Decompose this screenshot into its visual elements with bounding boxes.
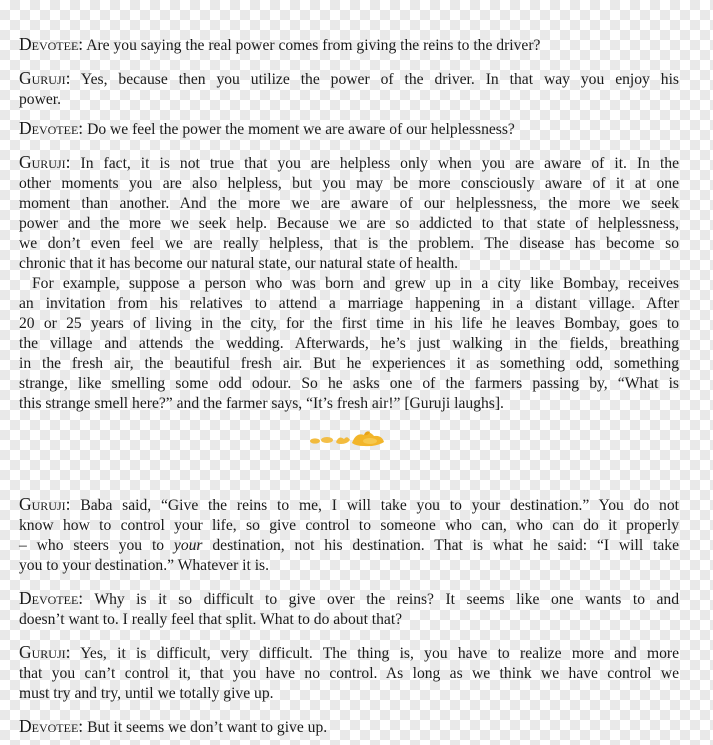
dialogue-text: other moments you are also helpless, but you may be more consciously aware of it at one [19, 175, 679, 192]
emphasis-text: your [173, 537, 203, 554]
dialogue-text: we don’t even feel we are really helpless, that is the problem. The disease has become so [19, 235, 679, 252]
dialogue-text: Yes, because then you utilize the power of the driver. In that way you enjoy his [80, 71, 679, 88]
speaker-guruji: Guruji: [19, 642, 71, 662]
dialogue-guruji-3 [19, 494, 679, 576]
dialogue-devotee-4 [19, 716, 679, 738]
dialogue-text: doesn’t want to. I really feel that split. What to do about that? [19, 611, 403, 628]
speaker-devotee: Devotee: [19, 118, 84, 138]
dialogue-text: Why is it so difficult to give over the reins? It seems like one wants to and [94, 591, 679, 608]
dialogue-text: For example, suppose a person who was born and grew up in a city like Bombay, receives [32, 275, 679, 292]
dialogue-text: – who steers you to [19, 537, 174, 554]
dialogue-text: know how to control your life, so give control to someone who can, who can do it properly [19, 517, 679, 534]
dialogue-text: Yes, it is difficult, very difficult. The thing is, you have to realize more and more [80, 645, 679, 662]
dialogue-text: the village and attends the wedding. Afterwards, he’s just walking in the fields, breathing [19, 335, 679, 352]
dialogue-text: moment than another. And the more we are aware of our helplessness, the more we seek [19, 195, 679, 212]
dialogue-text: you to your destination.” Whatever it is. [19, 557, 270, 574]
lotus-ornament-icon [306, 426, 390, 450]
dialogue-text: Do we feel the power the moment we are aware of our helplessness? [87, 121, 515, 138]
speaker-guruji: Guruji: [19, 68, 71, 88]
dialogue-text: destination, not his destination. That is what he said: “I will take [202, 537, 679, 554]
dialogue-devotee-2 [19, 118, 679, 140]
dialogue-text: In fact, it is not true that you are helpless only when you are aware of it. In the [80, 155, 679, 172]
dialogue-text: an invitation from his relatives to attend a marriage happening in a distant village. After [19, 295, 679, 312]
dialogue-guruji-4 [19, 642, 679, 704]
dialogue-guruji-1 [19, 68, 679, 110]
dialogue-text: power and the more we seek help. Because we are so addicted to that state of helplessness, [19, 215, 679, 232]
dialogue-text: must try and try, until we totally give up. [19, 685, 274, 702]
dialogue-text: that you can’t control it, that you have no control. As long as we think we have control we [19, 665, 679, 682]
speaker-guruji: Guruji: [19, 494, 71, 514]
dialogue-text: strange, like smelling some odd odour. So he asks one of the farmers passing by, “What is [19, 375, 679, 392]
dialogue-text: But it seems we don’t want to give up. [87, 719, 328, 736]
speaker-devotee: Devotee: [19, 34, 84, 54]
dialogue-text: this strange smell here?” and the farmer says, “It’s fresh air!” [Guruji laughs]. [19, 395, 504, 412]
dialogue-text: 20 or 25 years of living in the city, for the first time in his life he leaves Bombay, goes to [19, 315, 679, 332]
dialogue-text: power. [19, 91, 62, 108]
speaker-devotee: Devotee: [19, 716, 84, 736]
dialogue-text: in the fresh air, the beautiful fresh air. But he experiences it as something odd, something [19, 355, 679, 372]
dialogue-text: Baba said, “Give the reins to me, I will take you to your destination.” You do not [80, 497, 679, 514]
dialogue-text: Are you saying the real power comes from giving the reins to the driver? [86, 37, 541, 54]
dialogue-guruji-2 [19, 152, 679, 414]
dialogue-devotee-3 [19, 588, 679, 630]
dialogue-devotee-1 [19, 34, 679, 56]
speaker-guruji: Guruji: [19, 152, 71, 172]
dialogue-text: chronic that it has become our natural state, our natural state of health. [19, 255, 459, 272]
speaker-devotee: Devotee: [19, 588, 84, 608]
